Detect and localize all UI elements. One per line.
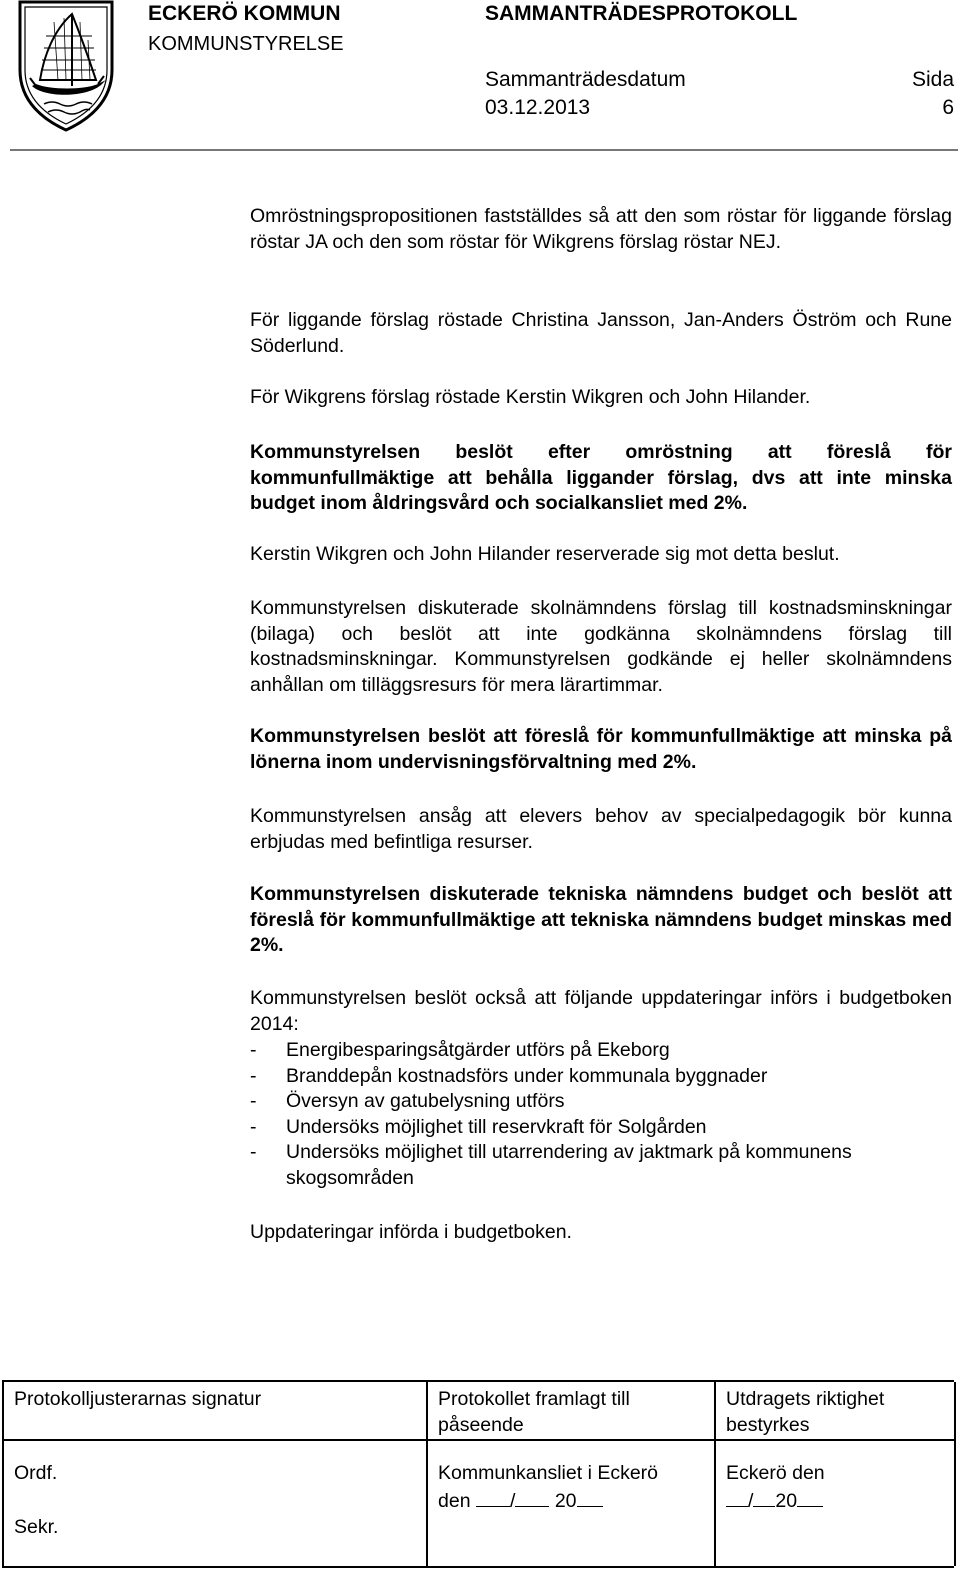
- posting-header: Protokollet framlagt till: [438, 1388, 630, 1410]
- decision-paragraph: Kommunstyrelsen beslöt efter omröstning att föreslå för kommunfullmäktige att behålla liggander förslag, dvs att inte minska budget inom åldringsvård och socialkansliet med 2%.: [250, 441, 952, 514]
- paragraph: Uppdateringar införda i budgetboken.: [250, 1221, 572, 1243]
- certify-place: Eckerö den: [726, 1462, 825, 1484]
- certify-header: Utdragets riktighet: [726, 1388, 885, 1410]
- secretary-label: Sekr.: [14, 1516, 59, 1538]
- list-dash: -: [250, 1039, 257, 1061]
- date-slash: /: [509, 1490, 516, 1512]
- paragraph: För Wikgrens förslag röstade Kerstin Wikgren och John Hilander.: [250, 386, 811, 408]
- list-item-text: Undersöks möjlighet till utarrendering av jaktmark på kommunens skogsområden: [286, 1141, 852, 1189]
- date-den-label: den: [438, 1490, 471, 1512]
- list-item-text: Undersöks möjlighet till reservkraft för Solgården: [286, 1115, 707, 1138]
- day-blank: [476, 1486, 510, 1507]
- paragraph: Kommunstyrelsen diskuterade skolnämndens förslag till kostnadsminskningar (bilaga) och beslöt att inte godkänna skolnämndens förslag till kostnadsminskningar. Kommunstyrelsen godkände ej heller skolnämndens anhållan om tilläggsresurs för mera lärartimmar.: [250, 597, 952, 696]
- list-dash: -: [250, 1141, 257, 1163]
- list-dash: -: [250, 1064, 257, 1087]
- chair-label: Ordf.: [14, 1462, 58, 1484]
- list-item-text: Energibesparingsåtgärder utförs på Ekeborg: [286, 1039, 670, 1061]
- list-item: [250, 1038, 952, 1064]
- list-item-text: Branddepån kostnadsförs under kommunala byggnader: [286, 1064, 768, 1087]
- posting-header: påseende: [438, 1414, 524, 1436]
- month-blank: [753, 1486, 775, 1507]
- posting-date: [438, 1486, 603, 1514]
- year-blank: [577, 1486, 603, 1507]
- date-label: Sammanträdesdatum: [485, 68, 686, 91]
- list-item: [250, 1140, 952, 1191]
- year-blank: [797, 1486, 823, 1507]
- department-name: KOMMUNSTYRELSE: [148, 33, 344, 55]
- posting-place: Kommunkansliet i Eckerö: [438, 1462, 659, 1484]
- page-header: [0, 0, 960, 150]
- paragraph: Omröstningspropositionen fastställdes så att den som röstar för liggande förslag röstar JA och den som röstar för Wikgrens förslag röstar NEJ.: [250, 205, 952, 253]
- decision-paragraph: Kommunstyrelsen diskuterade tekniska nämndens budget och beslöt att föreslå för kommunfullmäktige att tekniska nämndens budget minskas med 2%.: [250, 883, 952, 956]
- document-type: SAMMANTRÄDESPROTOKOLL: [485, 2, 798, 25]
- ship-crest-icon: [14, 0, 118, 132]
- day-blank: [726, 1486, 748, 1507]
- year-prefix: 20: [554, 1490, 577, 1512]
- list-item-text: Översyn av gatubelysning utförs: [286, 1090, 565, 1112]
- signature-table: [2, 1380, 954, 1568]
- page-label: Sida: [911, 68, 954, 91]
- paragraph: För liggande förslag röstade Christina Jansson, Jan-Anders Öström och Rune Söderlund.: [250, 309, 952, 357]
- list-dash: -: [250, 1115, 257, 1138]
- date-slash: /: [748, 1490, 754, 1512]
- list-dash: -: [250, 1090, 257, 1112]
- paragraph: Kommunstyrelsen ansåg att elevers behov av specialpedagogik bör kunna erbjudas med befintliga resurser.: [250, 805, 952, 853]
- header-divider: [10, 149, 958, 151]
- list-item: [250, 1064, 952, 1090]
- list-item: [250, 1115, 952, 1141]
- paragraph: Kerstin Wikgren och John Hilander reserverade sig mot detta beslut.: [250, 543, 840, 565]
- year-prefix: 20: [775, 1490, 798, 1512]
- certify-date: [726, 1486, 823, 1514]
- update-list: [250, 1038, 952, 1191]
- signature-header: Protokolljusterarnas signatur: [14, 1388, 262, 1410]
- month-blank: [515, 1486, 549, 1507]
- org-name: ECKERÖ KOMMUN: [148, 2, 341, 25]
- page-number: 6: [942, 96, 954, 119]
- certify-header: bestyrkes: [726, 1414, 810, 1436]
- paragraph: Kommunstyrelsen beslöt också att följande uppdateringar införs i budgetboken 2014:: [250, 987, 952, 1035]
- list-item: [250, 1089, 952, 1115]
- meeting-date: 03.12.2013: [485, 96, 591, 119]
- table-divider: [2, 1439, 954, 1441]
- decision-paragraph: Kommunstyrelsen beslöt att föreslå för kommunfullmäktige att minska på lönerna inom undervisningsförvaltning med 2%.: [250, 725, 952, 773]
